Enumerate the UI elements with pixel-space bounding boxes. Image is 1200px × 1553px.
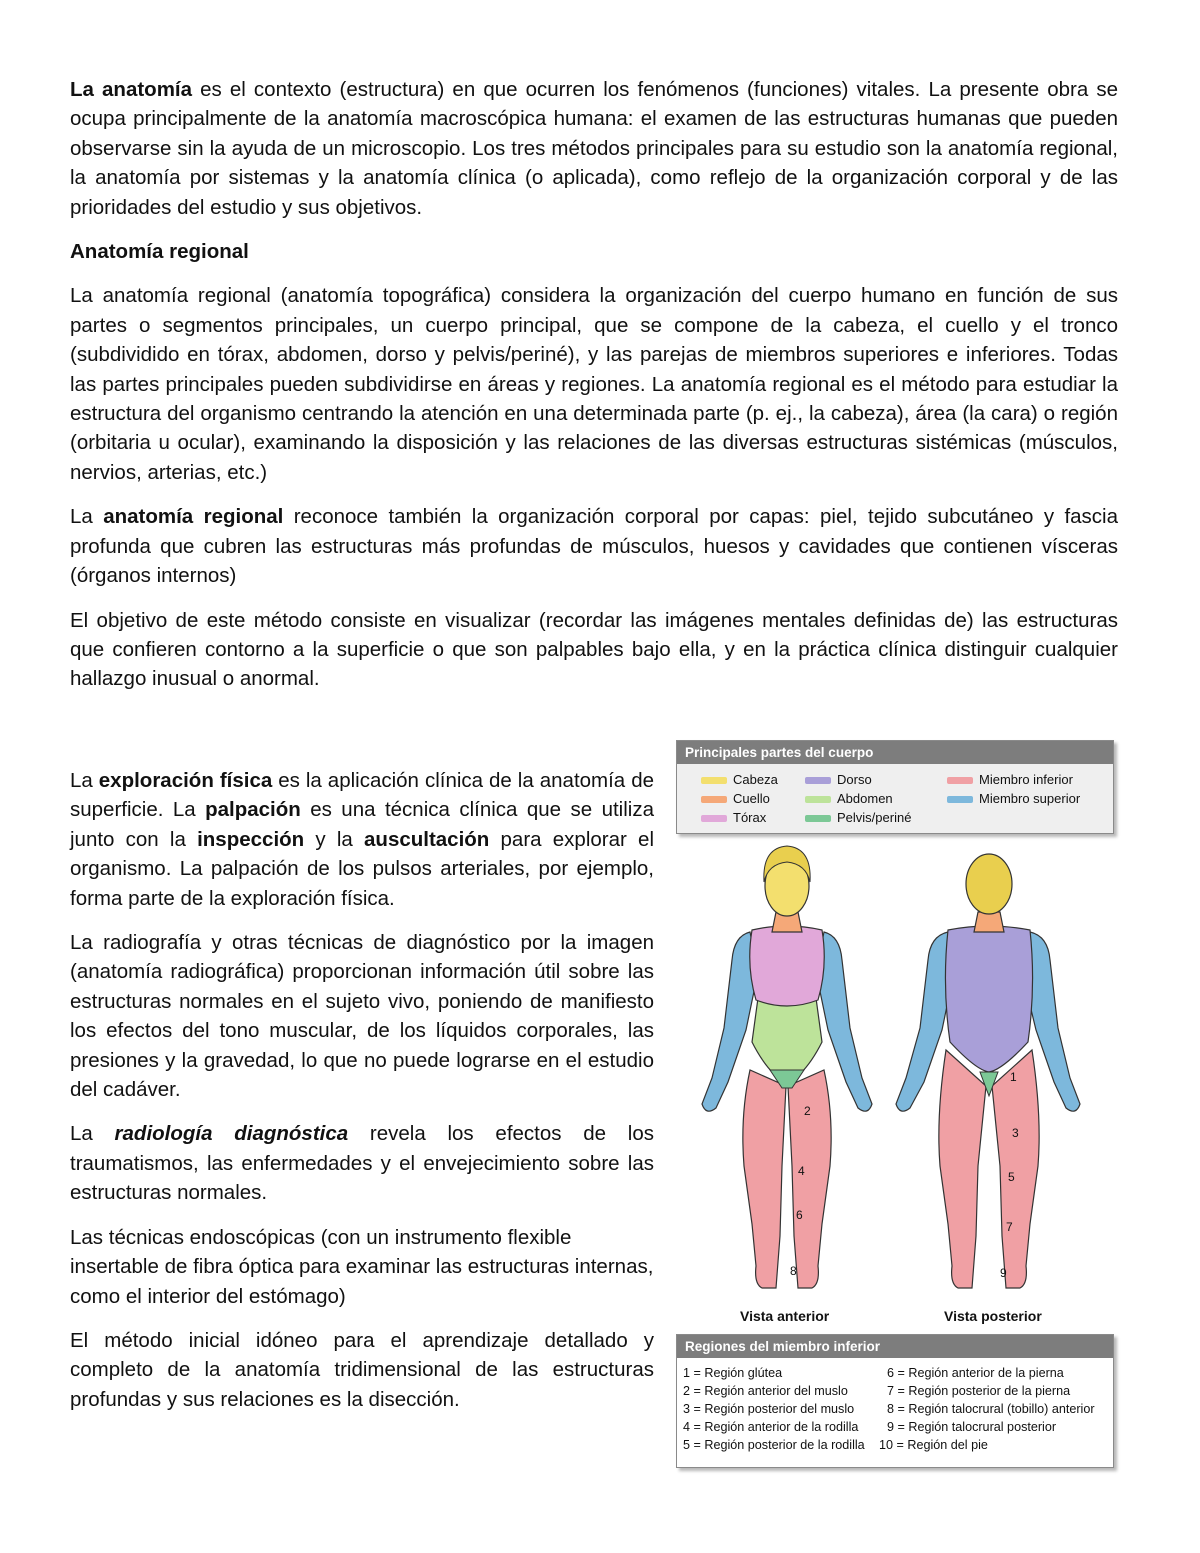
body-illustration [672, 736, 1116, 1336]
layers-paragraph: La anatomía regional reconoce también la organización corporal por capas: piel, tejido subcutáneo y fascia profunda que cubren las estructuras más profundas de músculos, huesos y cavidades que contienen vísceras (órganos internos) [70, 505, 1119, 588]
region-item: 4 = Región anterior de la rodilla [683, 1420, 859, 1434]
region-number-8: 8 [790, 1264, 797, 1278]
posterior-neck [974, 912, 1004, 932]
objective-paragraph: El objetivo de este método consiste en visualizar (recordar las imágenes mentales definidas de) las estructuras que confieren contorno a la superficie o que son palpables bajo ella, y en la práctica clínica distinguir cualquier hallazgo inusual o anormal. [70, 608, 1118, 691]
anterior-thorax [750, 926, 825, 1006]
intro-text: es el contexto (estructura) en que ocurren los fenómenos (funciones) vitales. La presente obra se ocupa principalmente de la anatomía macroscópica humana: el examen de las estructuras humanas que pueden observarse sin la ayuda de un microscopio. Los tres métodos principales para su estudio son la anatomía regional, la anatomía por sistemas y la anatomía clínica (o aplicada), como reflejo de la organización corporal y de las prioridades del estudio y sus objetivos. [70, 78, 1118, 219]
anterior-figure [702, 846, 872, 1288]
region-number-5: 5 [1008, 1170, 1015, 1184]
legend-item-dorso: Dorso [805, 771, 872, 788]
region-number-9: 9 [1000, 1266, 1007, 1280]
regions-box [676, 1334, 1114, 1468]
region-item: 8 = Región talocrural (tobillo) anterior [887, 1402, 1095, 1416]
region-item: 9 = Región talocrural posterior [887, 1420, 1057, 1434]
caption-posterior: Vista posterior [944, 1308, 1042, 1324]
endoscopy-paragraph: Las técnicas endoscópicas (con un instrumento flexible insertable de fibra óptica para examinar las estructuras internas, como el interior del estómago) [70, 1225, 654, 1308]
dissection-paragraph: El método inicial idóneo para el aprendizaje detallado y completo de la anatomía tridimensional de las estructuras profundas y sus relaciones es la disección. [70, 1328, 654, 1411]
intro-paragraph [70, 75, 1118, 222]
anterior-abdomen [752, 998, 822, 1074]
region-item: 5 = Región posterior de la rodilla [683, 1438, 865, 1452]
intro-term: La anatomía [70, 78, 193, 101]
anterior-leg-left [743, 1070, 786, 1288]
term-inspeccion: inspección [197, 827, 305, 851]
radiography-paragraph: La radiografía y otras técnicas de diagnóstico por la imagen (anatomía radiográfica) proporcionan información útil sobre las estructuras normales en el sujeto vivo, poniendo de manifiesto los efectos del tono muscular, de los líquidos corporales, las presiones y la gravedad, lo que no puede lograrse en el estudio del cadáver. [70, 931, 654, 1102]
regions-title: Regiones del miembro inferior [677, 1335, 1113, 1358]
legend-title: Principales partes del cuerpo [677, 741, 1113, 764]
legend-item-torax: Tórax [701, 809, 766, 826]
layers-term: anatomía regional [103, 505, 284, 529]
term-radiologia: radiología diagnóstica [114, 1122, 349, 1146]
caption-anterior: Vista anterior [740, 1308, 830, 1324]
region-item: 10 = Región del pie [879, 1438, 988, 1452]
region-number-4: 4 [798, 1164, 805, 1178]
region-number-2: 2 [804, 1104, 811, 1118]
posterior-figure [896, 854, 1080, 1288]
posterior-head [966, 854, 1012, 914]
anterior-leg-right [788, 1070, 831, 1288]
posterior-leg-right [992, 1050, 1039, 1288]
full-width-text [70, 75, 1118, 709]
legend-item-miembro-inferior: Miembro inferior [947, 771, 1073, 788]
legend-item-pelvis: Pelvis/periné [805, 809, 911, 826]
term-palpacion: palpación [205, 798, 301, 822]
term-auscultacion: auscultación [364, 827, 490, 851]
term-exploracion: exploración física [98, 769, 273, 792]
legend-item-cabeza: Cabeza [701, 771, 778, 788]
section-heading: Anatomía regional [70, 240, 249, 264]
legend-item-cuello: Cuello [701, 790, 770, 807]
region-number-3: 3 [1012, 1126, 1019, 1140]
region-number-7: 7 [1006, 1220, 1013, 1234]
posterior-dorsum [945, 926, 1032, 1072]
region-item: 6 = Región anterior de la pierna [887, 1366, 1064, 1380]
exploration-paragraph: La exploración física es la aplicación clínica de la anatomía de superficie. La palpación es una técnica clínica que se utiliza junto con la inspección y la auscultación para explorar el organismo. La palpación de los pulsos arteriales, por ejemplo, forma parte de la exploración física. [70, 769, 654, 910]
region-number-6: 6 [796, 1208, 803, 1222]
radiology-paragraph: La radiología diagnóstica revela los efectos de los traumatismos, las enfermedades y el envejecimiento sobre las estructuras normales. [70, 1122, 654, 1205]
legend-item-abdomen: Abdomen [805, 790, 893, 807]
region-item: 3 = Región posterior del muslo [683, 1402, 855, 1416]
left-column-text [70, 766, 654, 1429]
posterior-leg-left [939, 1050, 986, 1288]
region-item: 1 = Región glútea [683, 1366, 783, 1380]
region-item: 2 = Región anterior del muslo [683, 1384, 848, 1398]
body-regions-figure [672, 736, 1116, 1476]
legend-item-miembro-superior: Miembro superior [947, 790, 1080, 807]
regional-paragraph: La anatomía regional (anatomía topográfica) considera la organización del cuerpo humano en función de sus partes o segmentos principales, un cuerpo principal, que se compone de la cabeza, el cuello y el tronco (subdividido en tórax, abdomen, dorso y pelvis/periné), y las parejas de miembros superiores e inferiores. Todas las partes principales pueden subdividirse en áreas y regiones. La anatomía regional es el método para estudiar la estructura del organismo centrando la atención en una determinada parte (p. ej., la cabeza), área (la cara) o región (orbitaria u ocular), examinando la disposición y las relaciones de las diversas estructuras sistémicas (músculos, nervios, arterias, etc.) [70, 284, 1118, 484]
region-number-1: 1 [1010, 1070, 1017, 1084]
region-item: 7 = Región posterior de la pierna [887, 1384, 1071, 1398]
